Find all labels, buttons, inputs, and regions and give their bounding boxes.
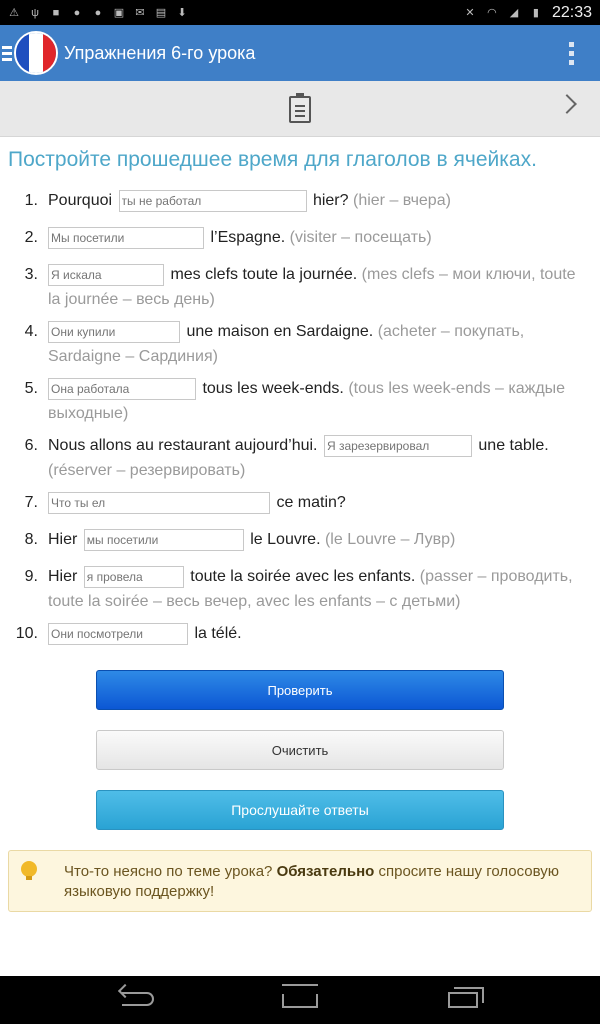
exercise-text: mes clefs toute la journée. [170, 266, 358, 283]
exercise-number: 2. [24, 229, 38, 246]
exercise-number: 7. [24, 494, 38, 511]
action-bar [0, 25, 600, 81]
exercise-hint: (visiter – посещать) [289, 229, 432, 246]
briefcase-icon: ▤ [155, 6, 167, 19]
exercise-item [0, 621, 600, 646]
exercise-item [0, 225, 600, 250]
drawer-menu-icon[interactable] [2, 46, 12, 61]
support-note-text: Что-то неясно по теме урока? Обязательно спросите нашу голосовую языковую поддержку! [64, 863, 560, 900]
answer-input[interactable] [48, 378, 196, 400]
app-title: Упражнения 6-го урока [64, 42, 256, 63]
mail-icon: ✉ [135, 6, 145, 19]
exercise-number: 6. [24, 437, 38, 454]
exercise-text: une maison en Sardaigne. [186, 323, 374, 340]
mute-icon: ✕ [465, 6, 475, 19]
exercise-number: 3. [24, 266, 38, 283]
exercise-number: 9. [24, 568, 38, 585]
exercise-item [0, 376, 600, 426]
exercise-number: 1. [24, 192, 38, 209]
answer-input[interactable] [119, 190, 307, 212]
answer-input[interactable] [48, 264, 164, 286]
clock: 22:33 [551, 3, 592, 21]
listen-answers-button[interactable]: Прослушайте ответы [96, 790, 504, 830]
exercise-text: Nous allons au restaurant aujourd’hui. [48, 437, 318, 454]
exercise-text: ce matin? [276, 494, 346, 511]
exercise-hint: (passer – проводить, toute la soirée – весь вечер, avec les enfants – с детьми) [48, 568, 573, 610]
exercise-list [0, 188, 600, 653]
back-icon[interactable] [122, 992, 154, 1006]
lesson-toolbar [0, 81, 600, 137]
exercise-item [0, 564, 600, 614]
exercise-item [0, 433, 600, 483]
answer-input[interactable] [48, 227, 204, 249]
exercise-item [0, 319, 600, 369]
answer-input[interactable] [48, 623, 188, 645]
exercise-hint: (le Louvre – Лувр) [324, 531, 456, 548]
french-flag-icon[interactable] [14, 31, 58, 75]
usb-icon: ψ [31, 6, 39, 19]
exercise-text: l’Espagne. [210, 229, 286, 246]
answer-input[interactable] [84, 529, 244, 551]
exercise-hint: (mes clefs – мои ключи, toute la journée – весь день) [48, 266, 576, 308]
exercise-item [0, 188, 600, 213]
image-icon: ▣ [113, 6, 125, 19]
home-icon[interactable] [282, 994, 318, 1008]
download-icon: ⬇ [177, 6, 187, 19]
lock-icon: ■ [52, 6, 60, 19]
clear-button[interactable]: Очистить [96, 730, 504, 770]
exercise-hint: (hier – вчера) [352, 192, 451, 209]
exercise-text: la télé. [194, 625, 242, 642]
lightbulb-icon [21, 861, 37, 877]
status-bar [0, 0, 600, 25]
recent-apps-icon[interactable] [448, 992, 478, 1008]
android-icon: ● [94, 6, 102, 19]
support-note [8, 850, 592, 912]
exercise-hint: (acheter – покупать, Sardaigne – Сардиния) [48, 323, 525, 365]
exercise-item [0, 262, 600, 312]
android-icon: ● [73, 6, 81, 19]
wifi-icon: ◠ [487, 6, 497, 19]
exercise-text: le Louvre. [250, 531, 321, 548]
exercise-text: tous les week-ends. [202, 380, 344, 397]
answer-input[interactable] [48, 321, 180, 343]
exercise-item [0, 527, 600, 552]
exercise-text: Pourquoi [48, 192, 113, 209]
exercise-text: hier? [312, 192, 349, 209]
exercise-number: 4. [24, 323, 38, 340]
answer-input[interactable] [324, 435, 472, 457]
exercise-number: 5. [24, 380, 38, 397]
navigation-bar [0, 976, 600, 1024]
exercise-number: 8. [24, 531, 38, 548]
overflow-menu-icon[interactable] [569, 42, 574, 65]
answer-input[interactable] [84, 566, 184, 588]
notification-icons [0, 7, 188, 19]
signal-icon: ◢ [509, 6, 519, 19]
exercise-text: une table. [478, 437, 549, 454]
exercise-hint: (réserver – резервировать) [48, 462, 246, 479]
exercise-text: Hier [48, 531, 78, 548]
battery-icon: ▮ [532, 6, 539, 19]
exercise-hint: (tous les week-ends – каждые выходные) [48, 380, 566, 422]
exercise-text: toute la soirée avec les enfants. [190, 568, 416, 585]
answer-input[interactable] [48, 492, 270, 514]
clipboard-icon[interactable] [289, 96, 311, 123]
check-button[interactable]: Проверить [96, 670, 504, 710]
exercise-text: Hier [48, 568, 78, 585]
system-icons [464, 4, 600, 22]
exercise-number: 10. [15, 625, 38, 642]
exercise-item [0, 490, 600, 515]
alert-icon: ⚠ [9, 6, 19, 19]
exercise-heading: Постройте прошедшее время для глаголов в ячейках. [8, 148, 537, 171]
